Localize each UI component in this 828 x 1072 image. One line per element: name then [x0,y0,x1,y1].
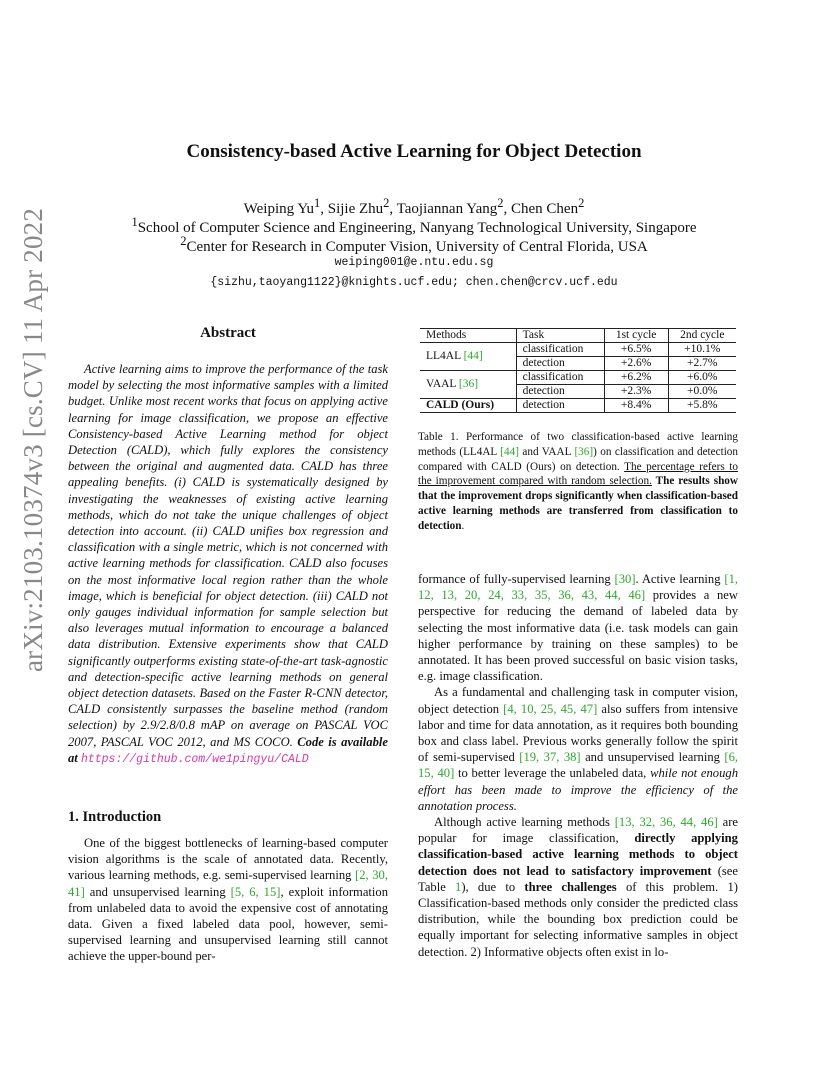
author-list: Weiping Yu$^1$, Sijie Zhu$^2$, Taojiannan Yang$^2$, Chen Chen$^2$ [243,196,585,217]
table-header: 1st cycle [604,329,668,343]
citation[interactable]: [6, 15, 40] [418,750,739,781]
table-method: LL4AL [44] [420,343,516,371]
results-table [420,328,736,413]
author: Taojiannan Yang [396,201,498,217]
table-header: 2nd cycle [680,329,725,341]
table-cell: +6.2% [604,371,668,385]
table-cell: +6.5% [604,343,668,357]
table-header: Methods [420,329,516,343]
table-cell: +2.7% [687,357,718,369]
citation[interactable]: [13, 32, 36, 44, 46] [614,815,718,830]
table-cell: detection [516,357,604,371]
intro-right-column: formance of fully-supervised learning [30]. Active learning [1, 12, 13, 20, 24, 33, 35, 36, 43, 44, 46] provides a new perspective for reducing the demand of labeled data by selecting the most informative data (i.e. task models can gain higher performance by training on these samples) to be annotated. It has been proved successful on basic vision tasks, e.g. image classification. As a fundamental and challenging task in computer vision, object detection [4, 10, 25, 45, 47] also suffers from intensive labor and time for data annotation, as it requires both bounding box and class label. Previous works generally follow the spirit of semi-supervised [19, 37, 38] and unsupervised learning [6, 15, 40] to better leverage the unlabeled data, while not enough effort has been made to improve the efficiency of the annotation process. Although active learning methods [13, 32, 36, 44, 46] are popular for image classification, directly applying classification-based active learning methods to object detection does not lead to satisfactory improvement (see Table 1), due to three challenges of this problem. 1) Classification-based methods only consider the predicted class distribution, while the bounding box prediction could be equally important for selecting informative samples in object detection. 2) Informative objects often exist in lo- [418,572,739,959]
affiliation: $^2$Center for Research in Computer Vision, University of Central Florida, USA [180,234,648,255]
table-cell: +2.3% [604,385,668,399]
citation[interactable]: [2, 30, 41] [68,868,389,899]
code-link[interactable]: https://github.com/we1pingyu/CALD [80,752,309,766]
email: weiping001@e.ntu.edu.sg [334,256,494,269]
table-caption: Table 1. Performance of two classification-based active learning methods (LL4AL [44] and VAAL [36]) on classification and detection compared with CALD (Ours) on detection. The percentage refers to the improvement compared with random selection. The results show that the improvement drops significantly when classification-based active learning methods are transferred from classification to detection. [418,431,739,532]
abstract-body: Active learning aims to improve the performance of the task model by selecting the most informative samples with a limited budget. Unlike most recent works that focus on applying active learning for image classification, we propose an effective Consistency-based Active Learning method for object Detection (CALD), which fully explores the consistency between the original and augmented data. CALD has three appealing benefits. (i) CALD is systematically designed by investigating the weaknesses of existing active learning methods, which do not take the unique challenges of object detection into account. (ii) CALD unifies box regression and classification with a single metric, which is not concerned with active learning methods for classification. CALD also focuses on the most informative local region rather than the whole image, which is beneficial for object detection. (iii) CALD not only gauges individual information for sample selection but also leverages mutual information to encourage a balanced data distribution. Extensive experiments show that CALD significantly outperforms existing state-of-the-art task-agnostic and detection-specific active learning methods on general object detection datasets. Based on the Faster R-CNN detector, CALD consistently surpasses the baseline method (random selection) by 2.9/2.8/0.8 mAP on average on PASCAL VOC 2007, PASCAL VOC 2012, and MS COCO. Code is available at https://github.com/we1pingyu/CALD [68,362,388,766]
citation[interactable]: [1, 12, 13, 20, 24, 33, 35, 36, 43, 44, 46] [418,572,739,603]
affiliation: $^1$School of Computer Science and Engineering, Nanyang Technological University, Singapore [131,215,697,236]
table-cell: +8.4% [604,399,668,413]
table-cell: +10.1% [668,343,736,357]
author: Weiping Yu [243,201,314,217]
table-cell: +0.0% [687,385,718,397]
email: {sizhu,taoyang1122}@knights.ucf.edu; chen.chen@crcv.ucf.edu [210,276,618,289]
abstract-heading: Abstract [200,325,256,341]
citation[interactable]: [5, 6, 15] [230,884,281,899]
table-method: CALD (Ours) [420,399,516,413]
paper-title: Consistency-based Active Learning for Object Detection [186,141,642,162]
table-cell: detection [516,385,604,399]
citation[interactable]: [30] [614,572,636,586]
citation[interactable]: [19, 37, 38] [519,750,581,765]
table-header: Task [516,329,604,343]
author: Chen Chen [511,201,579,217]
table-method: VAAL [36] [420,371,516,399]
code-note: Code is available at [68,734,388,765]
table-cell: classification [516,343,604,357]
table-cell: +2.6% [604,357,668,371]
table-cell: +6.0% [668,371,736,385]
citation[interactable]: 1 [455,879,462,894]
section-heading: 1. Introduction [68,809,162,825]
table-cell: classification [516,371,604,385]
author: Sijie Zhu [327,201,384,217]
citation[interactable]: [44] [500,445,519,458]
intro-left-column: One of the biggest bottlenecks of learning-based computer vision algorithms is the scale of annotated data. Recently, various learning methods, e.g. semi-supervised learning [2, 30, 41] and unsupervised learning [5, 6, 15], exploit information from unlabeled data to avoid the expensive cost of annotating data. Given a fixed labeled data pool, however, semi-supervised learning and unsupervised learning still cannot achieve the upper-bound per- [68,836,389,964]
table-cell: detection [516,399,604,413]
citation[interactable]: [4, 10, 25, 45, 47] [503,701,598,716]
table-cell: +5.8% [687,399,718,411]
citation[interactable]: [36] [574,445,594,458]
arxiv-identifier: arXiv:2103.10374v3 [cs.CV] 11 Apr 2022 [18,207,48,672]
